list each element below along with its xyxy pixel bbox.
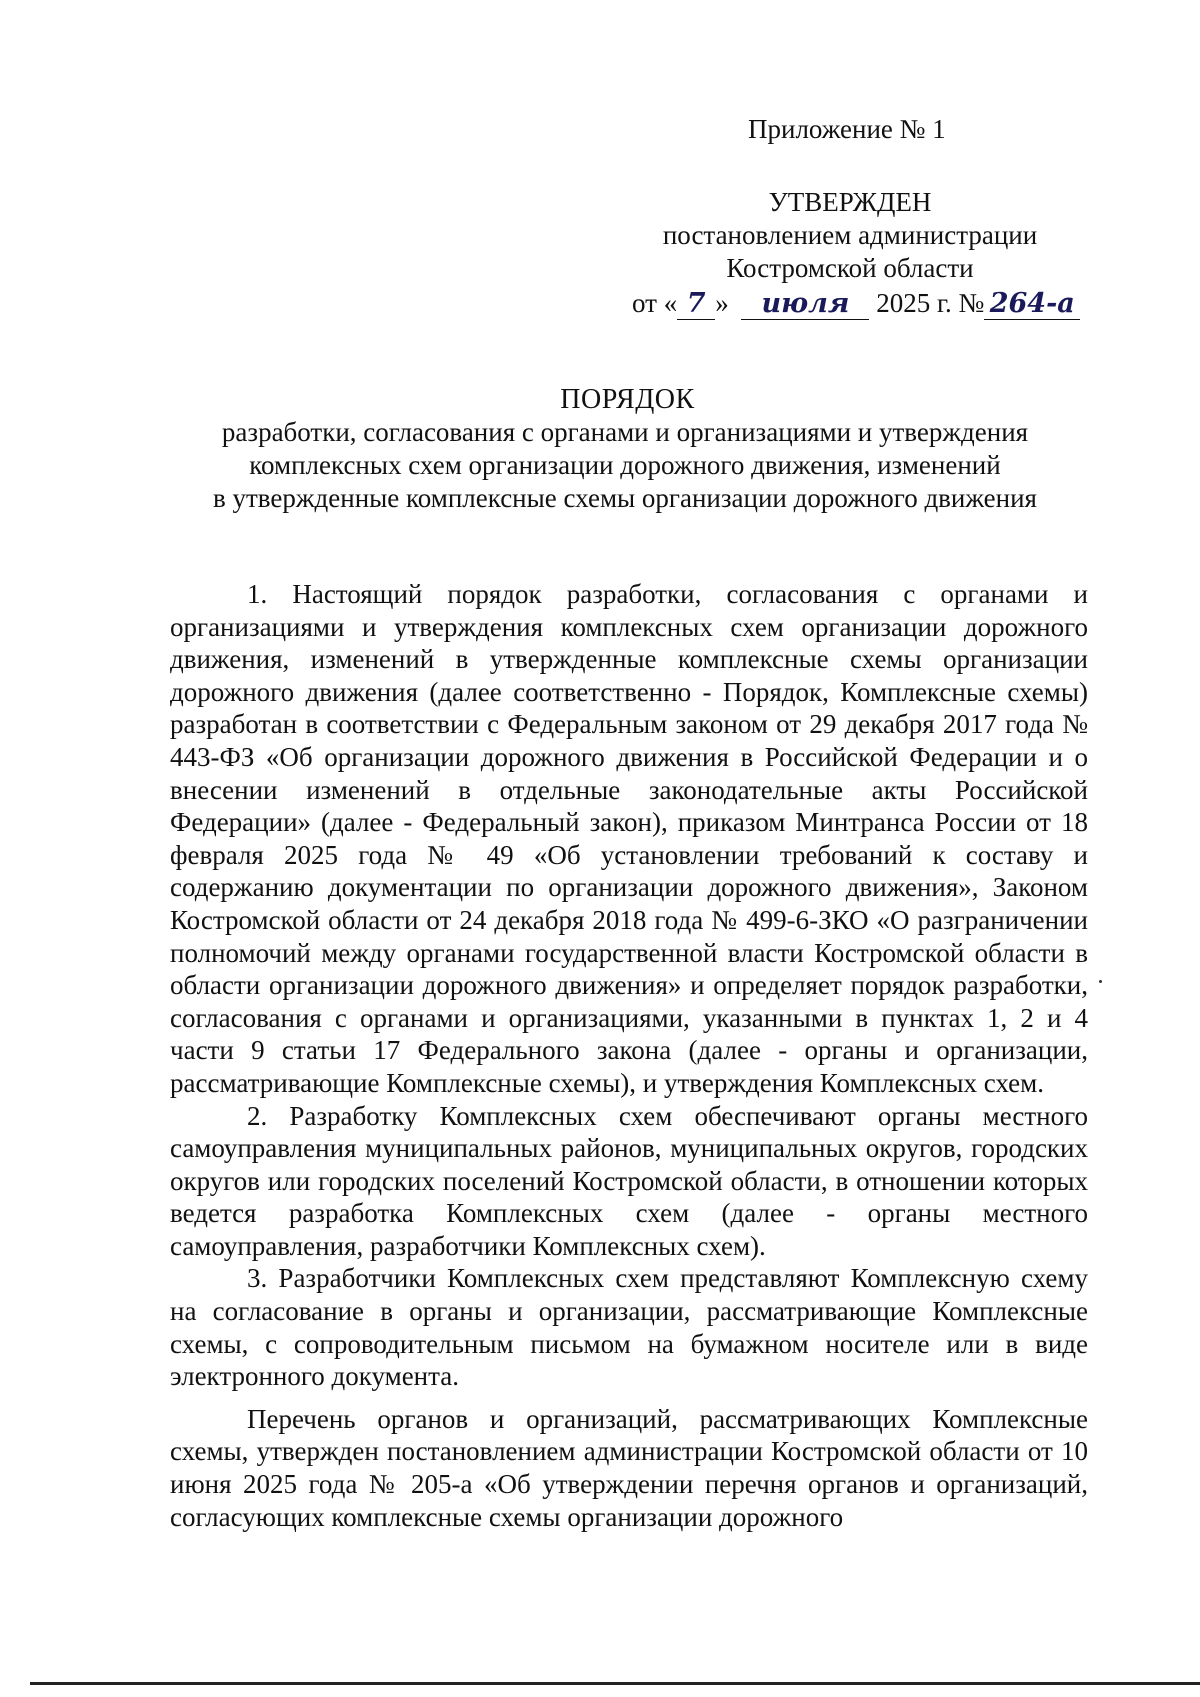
paragraph-1: 1. Настоящий порядок разработки, согласования с органами и организациями и утверждения комплексных схем организации дорожного движения, изменений в утвержденные комплексные схемы организации дорожного движения (далее соответственно - Порядок, Комплексные схемы) разработан в соответствии с Федеральным законом от 29 декабря 2017 года № 443-ФЗ «Об организации дорожного движения в Российской Федерации и о внесении изменений в отдельные законодательные акты Российской Федерации» (далее - Федеральный закон), приказом Минтранса России от 18 февраля 2025 года № 49 «Об установлении требований к составу и содержанию документации по организации дорожного движения», Законом Костромской области от 24 декабря 2018 года № 499-6-ЗКО «О разграничении полномочий между органами государственной власти Костромской области в области организации дорожного движения» и определяет порядок разработки, согласования с органами и организациями, указанными в пунктах 1, 2 и 4 части 9 статьи 17 Федерального закона (далее - органы и организации, рассматривающие Комплексные схемы), и утверждения Комплексных схем. — [170, 579, 1088, 1098]
date-prefix: от « — [632, 288, 678, 318]
annex-label: Приложение № 1 — [748, 114, 946, 144]
approval-stamp — [620, 186, 1080, 285]
date-year: 2025 г. № — [876, 288, 985, 318]
approved-by-line2: Костромской области — [726, 253, 974, 283]
handwritten-month: июля — [741, 288, 869, 320]
document-title: ПОРЯДОК — [560, 384, 695, 415]
approved-heading: УТВЕРЖДЕН — [768, 187, 932, 217]
scan-speck — [1099, 980, 1102, 983]
approved-by-line1: постановлением администрации — [662, 220, 1038, 250]
subtitle-line2: комплексных схем организации дорожного движения, изменений — [249, 450, 1001, 480]
handwritten-doc-number: 264-а — [984, 288, 1080, 320]
scan-edge-line — [30, 1682, 1200, 1685]
approval-date-line — [632, 288, 1152, 320]
subtitle-line1: разработки, согласования с органами и организациями и утверждения — [221, 417, 1029, 447]
handwritten-day: 7 — [677, 288, 715, 320]
document-subtitle — [150, 416, 1100, 515]
paragraph-2: 2. Разработку Комплексных схем обеспечивают органы местного самоуправления муниципальных районов, муниципальных округов, городских округов или городских поселений Костромской области, в отношении которых ведется разработка Комплексных схем (далее - органы местного самоуправления, разработчики Комплексных схем). — [170, 1100, 1088, 1261]
paragraph-4: Перечень органов и организаций, рассматривающих Комплексные схемы, утвержден постановлением администрации Костромской области от 10 июня 2025 года № 205-а «Об утверждении перечня органов и организаций, согласующих комплексные схемы организации дорожного — [170, 1403, 1088, 1532]
document-body — [170, 578, 1088, 1533]
date-mid: » — [715, 288, 729, 318]
subtitle-line3: в утвержденные комплексные схемы организации дорожного движения — [213, 483, 1037, 513]
paragraph-3: 3. Разработчики Комплексных схем представляют Комплексную схему на согласование в органы и организации, рассматривающие Комплексные схемы, с сопроводительным письмом на бумажном носителе или в виде электронного документа. — [170, 1263, 1088, 1392]
